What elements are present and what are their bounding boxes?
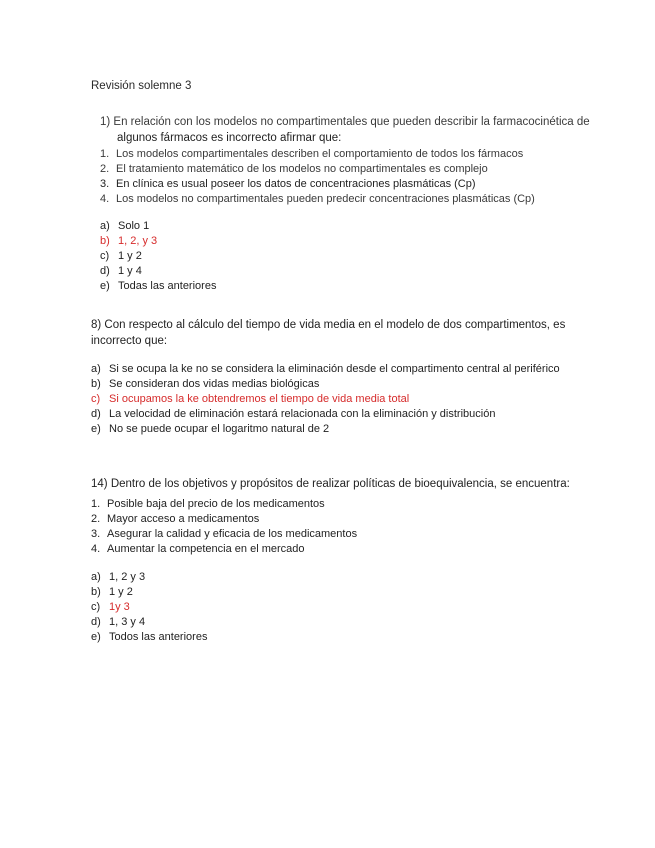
option-text: Si se ocupa la ke no se considera la eliminación desde el compartimento central al periférico bbox=[109, 363, 560, 375]
option-text: La velocidad de eliminación estará relacionada con la eliminación y distribución bbox=[109, 408, 496, 420]
answer-option bbox=[91, 585, 133, 599]
question-stem-line: incorrecto que: bbox=[91, 335, 168, 347]
option-letter: c) bbox=[91, 393, 101, 405]
question-stem-line: 14) Dentro de los objetivos y propósitos de realizar políticas de bioequivalencia, se encuentra: bbox=[91, 478, 570, 490]
statement-item bbox=[91, 512, 259, 526]
answer-option-correct bbox=[91, 392, 409, 406]
option-letter: d) bbox=[91, 616, 101, 628]
answer-option bbox=[100, 279, 216, 293]
statement-number: 4. bbox=[100, 193, 110, 205]
option-text: 1, 3 y 4 bbox=[109, 616, 146, 628]
answer-option bbox=[91, 615, 145, 629]
statement-text: Posible baja del precio de los medicamentos bbox=[107, 498, 325, 510]
option-text: 1 y 4 bbox=[118, 265, 142, 277]
statement-text: El tratamiento matemático de los modelos no compartimentales es complejo bbox=[116, 163, 488, 175]
option-letter: e) bbox=[91, 631, 101, 643]
statement-text: Los modelos no compartimentales pueden predecir concentraciones plasmáticas (Cp) bbox=[116, 193, 535, 205]
answer-option bbox=[100, 249, 142, 263]
statement-number: 3. bbox=[100, 178, 110, 190]
statement-item bbox=[100, 147, 523, 161]
option-text: Si ocupamos la ke obtendremos el tiempo de vida media total bbox=[109, 393, 410, 405]
option-text: 1y 3 bbox=[109, 601, 130, 613]
page-title: Revisión solemne 3 bbox=[91, 80, 192, 92]
option-letter: d) bbox=[100, 265, 110, 277]
option-text: No se puede ocupar el logaritmo natural de 2 bbox=[109, 423, 330, 435]
question-stem-line: algunos fármacos es incorrecto afirmar que: bbox=[117, 132, 342, 144]
question-stem-line: 8) Con respecto al cálculo del tiempo de vida media en el modelo de dos compartimentos, es bbox=[91, 319, 566, 331]
answer-option bbox=[91, 570, 145, 584]
option-letter: b) bbox=[91, 378, 101, 390]
answer-option bbox=[91, 362, 560, 376]
option-text: 1 y 2 bbox=[118, 250, 142, 262]
statement-item bbox=[91, 527, 357, 541]
answer-option bbox=[91, 630, 207, 644]
statement-number: 2. bbox=[91, 513, 101, 525]
option-text: 1, 2, y 3 bbox=[118, 235, 158, 247]
answer-option bbox=[91, 407, 495, 421]
option-letter: b) bbox=[100, 235, 110, 247]
option-text: Se consideran dos vidas medias biológicas bbox=[109, 378, 320, 390]
answer-option bbox=[91, 422, 329, 436]
option-letter: a) bbox=[91, 363, 101, 375]
option-letter: c) bbox=[91, 601, 101, 613]
statement-text: Aumentar la competencia en el mercado bbox=[107, 543, 305, 555]
statement-text: Mayor acceso a medicamentos bbox=[107, 513, 260, 525]
option-letter: c) bbox=[100, 250, 110, 262]
statement-number: 4. bbox=[91, 543, 101, 555]
option-letter: d) bbox=[91, 408, 101, 420]
question-stem-line: 1) En relación con los modelos no compartimentales que pueden describir la farmacocinética de bbox=[100, 116, 590, 128]
answer-option bbox=[91, 377, 319, 391]
statement-item bbox=[100, 162, 488, 176]
statement-text: Los modelos compartimentales describen el comportamiento de todos los fármacos bbox=[116, 148, 524, 160]
option-letter: a) bbox=[91, 571, 101, 583]
option-text: Todos las anteriores bbox=[109, 631, 208, 643]
answer-option-correct bbox=[100, 234, 157, 248]
statement-text: Asegurar la calidad y eficacia de los medicamentos bbox=[107, 528, 358, 540]
option-letter: a) bbox=[100, 220, 110, 232]
statement-number: 1. bbox=[100, 148, 110, 160]
option-text: Solo 1 bbox=[118, 220, 150, 232]
statement-text: En clínica es usual poseer los datos de concentraciones plasmáticas (Cp) bbox=[116, 178, 476, 190]
option-text: Todas las anteriores bbox=[118, 280, 217, 292]
option-letter: b) bbox=[91, 586, 101, 598]
statement-item bbox=[100, 177, 476, 191]
option-text: 1 y 2 bbox=[109, 586, 133, 598]
statement-item bbox=[91, 542, 305, 556]
statement-item bbox=[91, 497, 325, 511]
statement-number: 2. bbox=[100, 163, 110, 175]
answer-option bbox=[100, 264, 142, 278]
option-letter: e) bbox=[100, 280, 110, 292]
answer-option-correct bbox=[91, 600, 130, 614]
statement-number: 1. bbox=[91, 498, 101, 510]
statement-number: 3. bbox=[91, 528, 101, 540]
option-text: 1, 2 y 3 bbox=[109, 571, 146, 583]
answer-option bbox=[100, 219, 149, 233]
statement-item bbox=[100, 192, 535, 206]
option-letter: e) bbox=[91, 423, 101, 435]
